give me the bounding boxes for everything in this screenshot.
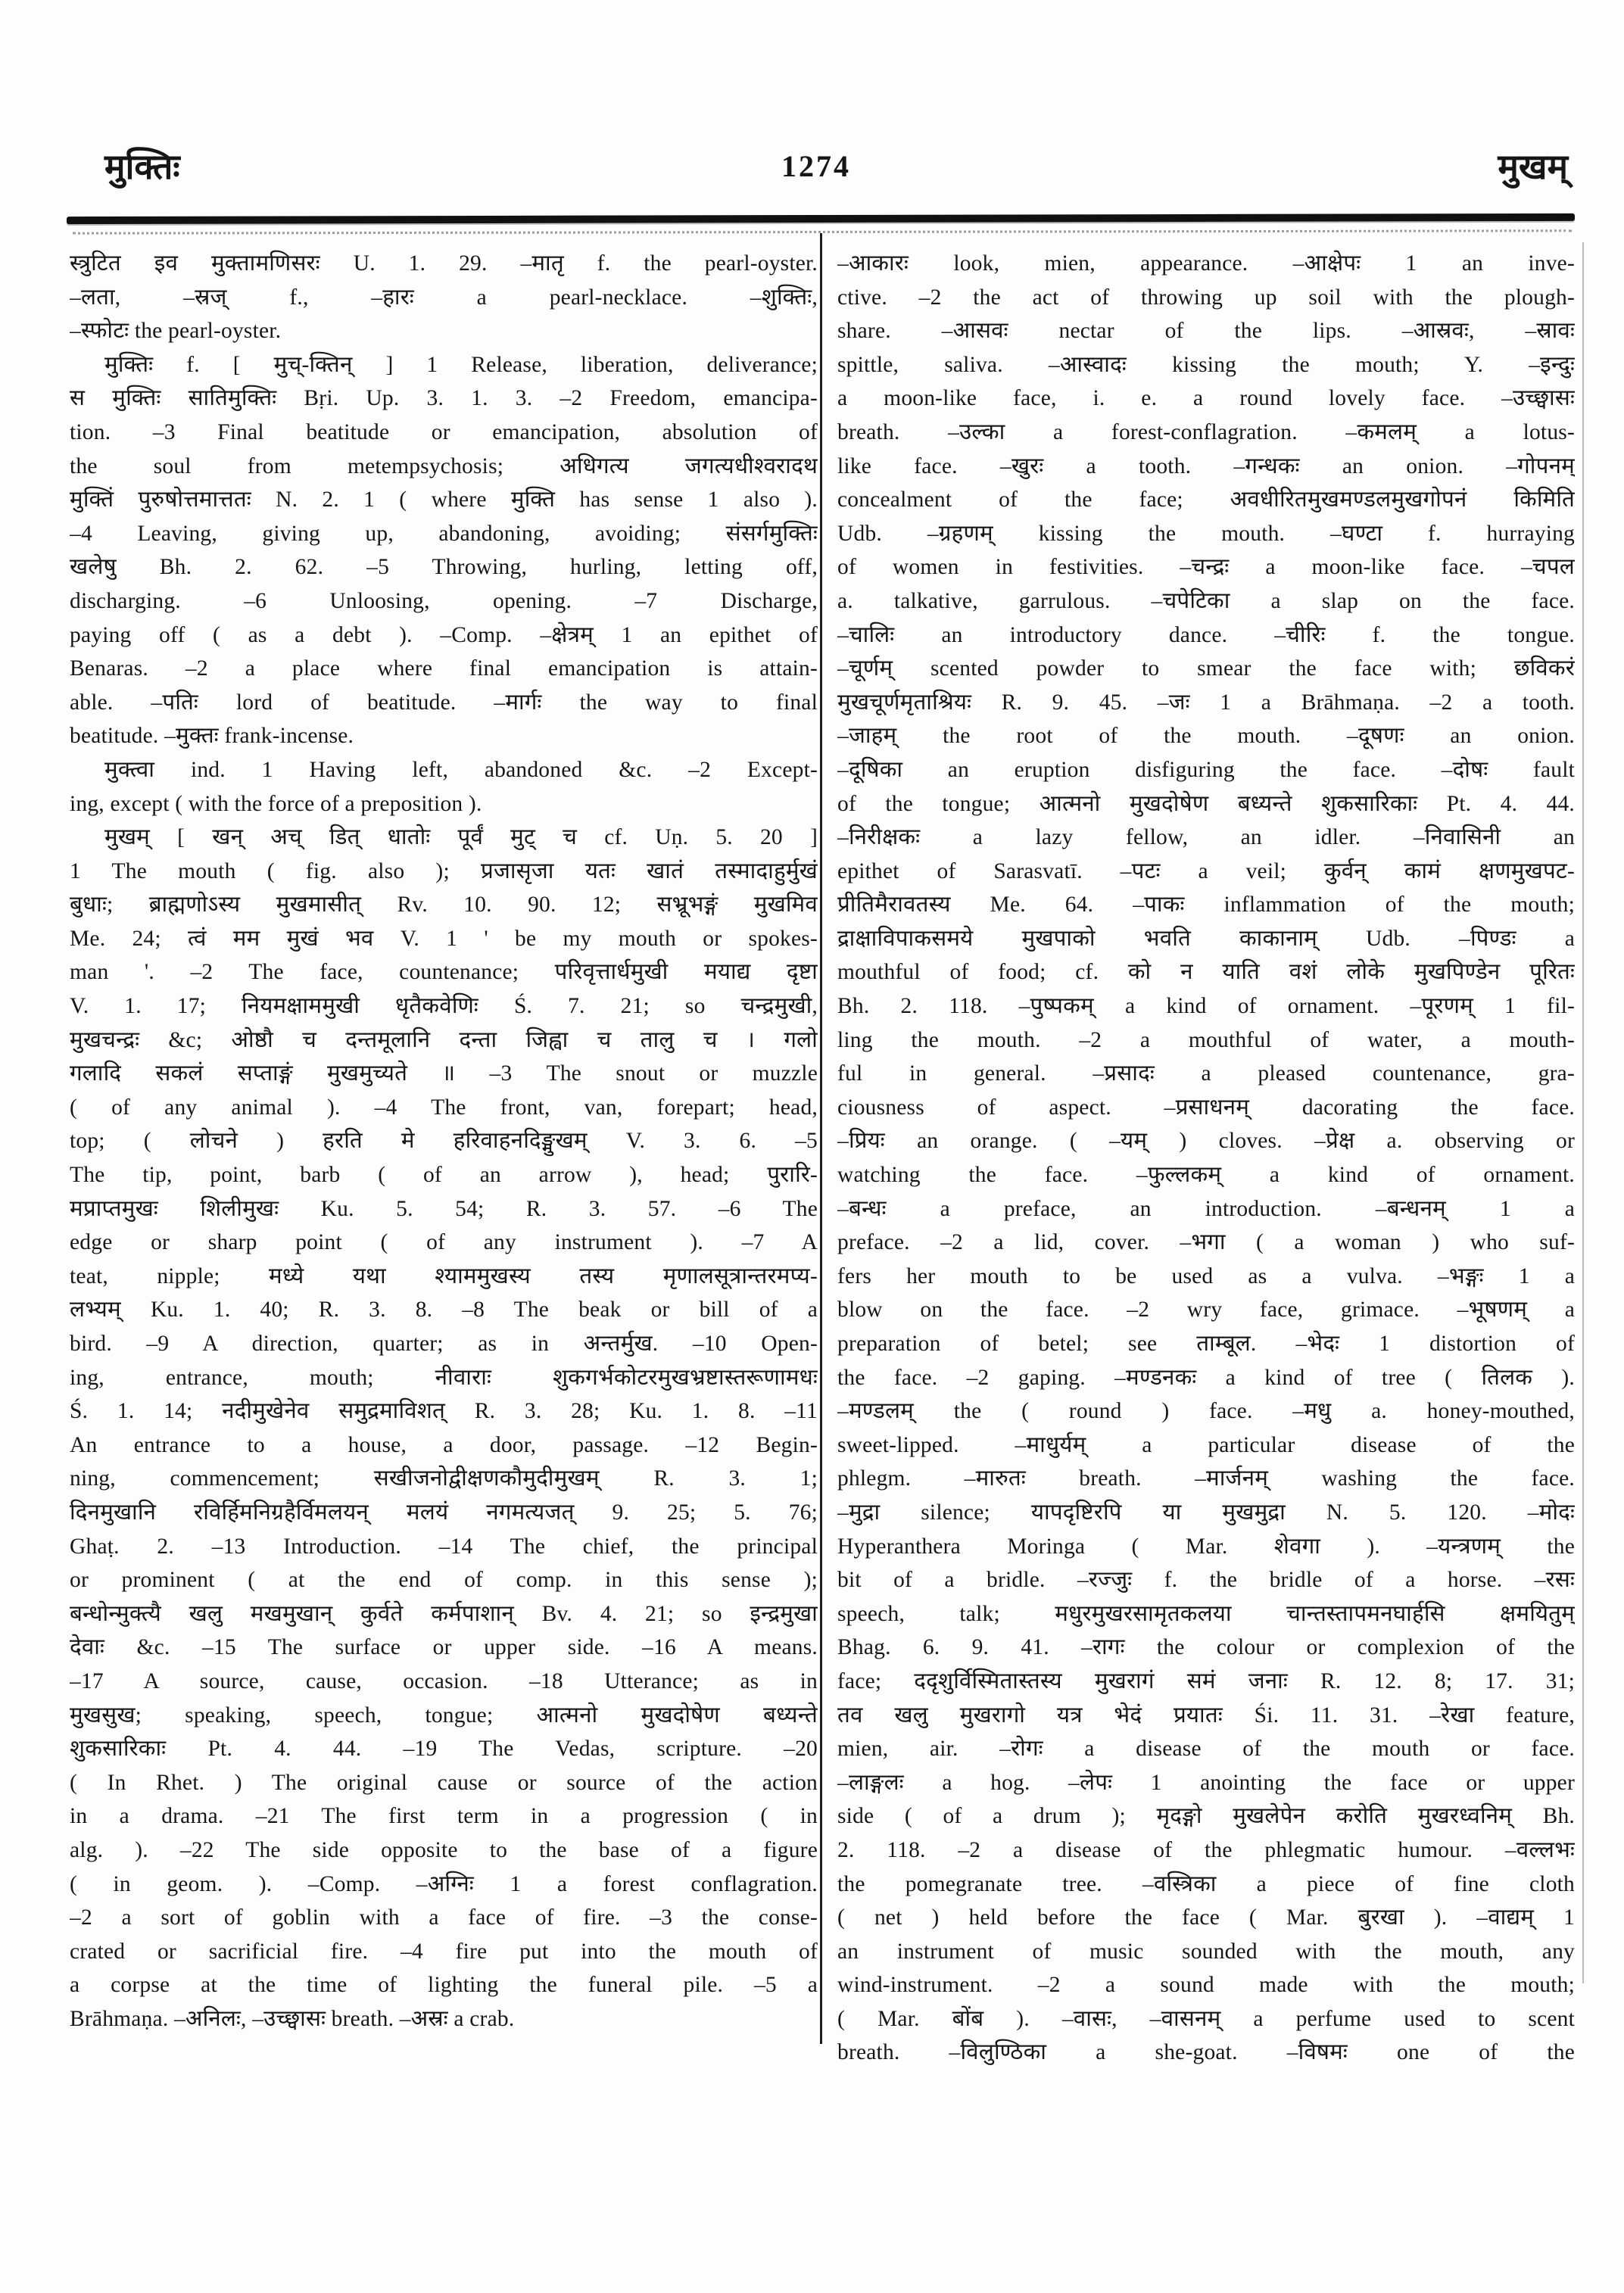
- text-line: बन्धोन्मुक्त्यै खलु मखमुखान् कुर्वते कर्मपाशान् Bv. 4. 21; so इन्द्रमुखा: [70, 1601, 818, 1626]
- text-line: मुखचन्द्रः &c; ओष्ठौ च दन्तमूलानि दन्ता जिह्वा च तालु च । गलो: [70, 1027, 818, 1052]
- text-line: मुक्तिः f. [ मुच्-क्तिन् ] 1 Release, liberation, deliverance;: [104, 352, 818, 377]
- text-line: Bhag. 6. 9. 41. –रागः the colour or complexion of the: [837, 1635, 1575, 1660]
- text-line: Brāhmaṇa. –अनिलः, –उच्छ्वासः breath. –अस्रः a crab.: [70, 2006, 515, 2031]
- text-line: wind-instrument. –2 a sound made with the mouth;: [837, 1973, 1575, 1998]
- text-line: ful in general. –प्रसादः a pleased countenance, gra-: [837, 1061, 1575, 1086]
- text-line: top; ( लोचने ) हरति मे हरिवाहनदिङ्मुखम् V. 3. 6. –5: [70, 1129, 818, 1154]
- text-line: mouthful of food; cf. को न याति वशं लोके मुखपिण्डेन पूरितः: [837, 960, 1575, 985]
- text-line: मुक्तिं पुरुषोत्तमात्ततः N. 2. 1 ( where मुक्ति has sense 1 also ).: [70, 488, 818, 512]
- text-line: प्रीतिमैरावतस्य Me. 64. –पाकः inflammation of the mouth;: [837, 893, 1575, 918]
- text-line: bit of a bridle. –रज्जुः f. the bridle of a horse. –रसः: [837, 1568, 1575, 1593]
- text-line: ( In Rhet. ) The original cause or source of the action: [70, 1770, 818, 1795]
- text-line: तव खलु मुखरागो यत्र भेदं प्रयातः Śi. 11. 31. –रेखा feature,: [837, 1703, 1575, 1728]
- text-line: ( in geom. ). –Comp. –अग्निः 1 a forest conflagration.: [70, 1871, 818, 1896]
- text-line: tion. –3 Final beatitude or emancipation, absolution of: [70, 419, 818, 444]
- text-line: बुधाः; ब्राह्मणोऽस्य मुखमासीत् Rv. 10. 90. 12; सभ्रूभङ्गं मुखमिव: [70, 893, 818, 918]
- text-line: share. –आसवः nectar of the lips. –आस्रवः, –स्रावः: [837, 319, 1575, 344]
- text-line: ciousness of aspect. –प्रसाधनम् dacorating the face.: [837, 1095, 1575, 1120]
- text-line: beatitude. –मुक्तः frank-incense.: [70, 724, 354, 749]
- text-line: alg. ). –22 The side opposite to the base of a figure: [70, 1837, 818, 1862]
- text-line: ing, except ( with the force of a preposition ).: [70, 791, 482, 816]
- text-line: –आकारः look, mien, appearance. –आक्षेपः 1 an inve-: [837, 251, 1575, 276]
- text-line: मुक्त्वा ind. 1 Having left, abandoned &c. –2 Except-: [104, 757, 818, 782]
- text-line: preface. –2 a lid, cover. –भगा ( a woman ) who suf-: [837, 1230, 1575, 1255]
- text-line: of the tongue; आत्मनो मुखदोषेण बध्यन्ते शुकसारिकाः Pt. 4. 44.: [837, 791, 1575, 816]
- text-line: ning, commencement; सखीजनोद्वीक्षणकौमुदीमुखम् R. 3. 1;: [70, 1466, 818, 1491]
- text-column-right: [837, 247, 1575, 2070]
- text-line: concealment of the face; अवधीरितमुखमण्डलमुखगोपनं किमिति: [837, 488, 1575, 512]
- text-line: ing, entrance, mouth; नीवाराः शुकगर्भकोटरमुखभ्रष्टास्तरूणामधः: [70, 1365, 818, 1390]
- text-line: –निरीक्षकः a lazy fellow, an idler. –निवासिनी an: [837, 825, 1575, 850]
- text-line: mien, air. –रोगः a disease of the mouth or face.: [837, 1737, 1575, 1762]
- text-line: –चालिः an introductory dance. –चीरिः f. the tongue.: [837, 622, 1575, 647]
- text-line: Ghaṭ. 2. –13 Introduction. –14 The chief, the principal: [70, 1534, 818, 1559]
- text-line: speech, talk; मधुरमुखरसामृतकलया चान्तस्तापमनघार्हसि क्षमयितुम्: [837, 1601, 1575, 1626]
- text-line: side ( of a drum ); मृदङ्गो मुखलेपेन करोति मुखरध्वनिम् Bh.: [837, 1804, 1575, 1829]
- text-line: गलादि सकलं सप्ताङ्गं मुखमुच्यते ॥ –3 The snout or muzzle: [70, 1061, 818, 1086]
- text-line: स्त्रुटित इव मुक्तामणिसरः U. 1. 29. –मातृ f. the pearl-oyster.: [70, 251, 818, 276]
- text-line: 1 The mouth ( fig. also ); प्रजासृजा यतः खातं तस्मादाहुर्मुखं: [70, 858, 818, 883]
- text-line: –जाहम् the root of the mouth. –दूषणः an onion.: [837, 724, 1575, 749]
- text-line: खलेषु Bh. 2. 62. –5 Throwing, hurling, letting off,: [70, 555, 818, 580]
- text-line: sweet-lipped. –माधुर्यम् a particular disease of the: [837, 1432, 1575, 1457]
- text-line: fers her mouth to be used as a vulva. –भङ्गः 1 a: [837, 1263, 1575, 1288]
- page-edge-rule: [1582, 242, 1584, 1983]
- text-line: देवाः &c. –15 The surface or upper side. –16 A means.: [70, 1635, 818, 1660]
- text-line: –मण्डलम् the ( round ) face. –मधु a. honey-mouthed,: [837, 1399, 1575, 1424]
- text-line: crated or sacrificial fire. –4 fire put into the mouth of: [70, 1939, 818, 1964]
- text-line: a moon-like face, i. e. a round lovely face. –उच्छ्वासः: [837, 386, 1575, 411]
- text-line: Benaras. –2 a place where final emancipation is attain-: [70, 656, 818, 681]
- text-line: –प्रियः an orange. ( –यम् ) cloves. –प्रेक्ष a. observing or: [837, 1129, 1575, 1154]
- text-line: The tip, point, barb ( of an arrow ), head; पुरारि-: [70, 1163, 818, 1188]
- page-number: 1274: [781, 149, 851, 183]
- text-line: –बन्धः a preface, an introduction. –बन्धनम् 1 a: [837, 1196, 1575, 1221]
- text-line: –लता, –स्रज् f., –हारः a pearl-necklace. –शुक्तिः,: [70, 285, 818, 310]
- text-line: in a drama. –21 The first term in a progression ( in: [70, 1804, 818, 1829]
- text-line: an instrument of music sounded with the mouth, any: [837, 1939, 1575, 1964]
- text-line: discharging. –6 Unloosing, opening. –7 Discharge,: [70, 588, 818, 613]
- text-line: phlegm. –मारुतः breath. –मार्जनम् washing the face.: [837, 1466, 1575, 1491]
- text-line: the face. –2 gaping. –मण्डनकः a kind of tree ( तिलक ).: [837, 1365, 1575, 1390]
- text-line: breath. –उल्का a forest-conflagration. –कमलम् a lotus-: [837, 419, 1575, 444]
- running-headword-left: मुक्तिः: [104, 148, 180, 186]
- text-line: Hyperanthera Moringa ( Mar. शेवगा ). –यन्त्रणम् the: [837, 1534, 1575, 1559]
- text-line: teat, nipple; मध्ये यथा श्याममुखस्य तस्य मृणालसूत्रान्तरमप्य-: [70, 1263, 818, 1288]
- text-line: द्राक्षाविपाकसमये मुखपाको भवति काकानाम् Udb. –पिण्डः a: [837, 926, 1575, 951]
- text-line: breath. –विलुण्ठिका a she-goat. –विषमः one of the: [837, 2040, 1575, 2065]
- text-line: Me. 24; त्वं मम मुखं भव V. 1 ' be my mouth or spokes-: [70, 926, 818, 951]
- text-line: the soul from metempsychosis; अधिगत्य जगत्यधीश्वरादथ: [70, 453, 818, 478]
- text-line: मुखचूर्णमृताश्रियः R. 9. 45. –जः 1 a Brāhmaṇa. –2 a tooth.: [837, 690, 1575, 715]
- text-line: ( of any animal ). –4 The front, van, forepart; head,: [70, 1095, 818, 1120]
- text-line: a. talkative, garrulous. –चपेटिका a slap on the face.: [837, 588, 1575, 613]
- text-line: Udb. –ग्रहणम् kissing the mouth. –घण्टा f. hurraying: [837, 521, 1575, 546]
- text-line: मुखम् [ खन् अच् डित् धातोः पूर्वं मुट् च cf. Uṇ. 5. 20 ]: [104, 825, 818, 850]
- text-line: man '. –2 The face, countenance; परिवृत्तार्धमुखी मयाद्य दृष्टा: [70, 960, 818, 985]
- text-line: ling the mouth. –2 a mouthful of water, a mouth-: [837, 1027, 1575, 1052]
- text-line: दिनमुखानि रविर्हिमनिग्रहैर्विमलयन् मलयं नगमत्यजत् 9. 25; 5. 76;: [70, 1500, 818, 1525]
- text-line: –लाङ्गलः a hog. –लेपः 1 anointing the face or upper: [837, 1770, 1575, 1795]
- text-line: watching the face. –फुल्लकम् a kind of ornament.: [837, 1163, 1575, 1188]
- text-line: Bh. 2. 118. –पुष्पकम् a kind of ornament. –पूरणम् 1 fil-: [837, 994, 1575, 1019]
- text-line: paying off ( as a debt ). –Comp. –क्षेत्रम् 1 an epithet of: [70, 622, 818, 647]
- text-line: the pomegranate tree. –वस्त्रिका a piece of fine cloth: [837, 1871, 1575, 1896]
- text-line: blow on the face. –2 wry face, grimace. –भूषणम् a: [837, 1298, 1575, 1323]
- text-line: स मुक्तिः सातिमुक्तिः Bṛi. Up. 3. 1. 3. –2 Freedom, emancipa-: [70, 386, 818, 411]
- text-line: spittle, saliva. –आस्वादः kissing the mouth; Y. –इन्दुः: [837, 352, 1575, 377]
- text-line: –चूर्णम् scented powder to smear the face with; छविकरं: [837, 656, 1575, 681]
- text-line: able. –पतिः lord of beatitude. –मार्गः the way to final: [70, 690, 818, 715]
- text-line: ctive. –2 the act of throwing up soil with the plough-: [837, 285, 1575, 310]
- text-line: –17 A source, cause, occasion. –18 Utterance; as in: [70, 1668, 818, 1693]
- text-line: –4 Leaving, giving up, abandoning, avoiding; संसर्गमुक्तिः: [70, 521, 818, 546]
- header-rule: [67, 213, 1575, 224]
- header-rule-scan-noise: [73, 229, 1572, 234]
- text-line: मप्राप्तमुखः शिलीमुखः Ku. 5. 54; R. 3. 57. –6 The: [70, 1196, 818, 1221]
- text-line: epithet of Sarasvatī. –पटः a veil; कुर्वन् कामं क्षणमुखपट-: [837, 858, 1575, 883]
- text-line: like face. –खुरः a tooth. –गन्धकः an onion. –गोपनम्: [837, 453, 1575, 478]
- text-line: मुखसुख; speaking, speech, tongue; आत्मनो मुखदोषेण बध्यन्ते: [70, 1703, 818, 1728]
- text-line: लभ्यम् Ku. 1. 40; R. 3. 8. –8 The beak or bill of a: [70, 1298, 818, 1323]
- text-line: preparation of betel; see ताम्बूल. –भेदः 1 distortion of: [837, 1332, 1575, 1356]
- text-line: face; ददृशुर्विस्मितास्तस्य मुखरागं समं जनाः R. 12. 8; 17. 31;: [837, 1668, 1575, 1693]
- column-divider-rule: [820, 233, 822, 2044]
- text-line: An entrance to a house, a door, passage. –12 Begin-: [70, 1432, 818, 1457]
- running-headword-right: मुखम्: [1498, 148, 1568, 186]
- text-line: edge or sharp point ( of any instrument ). –7 A: [70, 1230, 818, 1255]
- text-line: of women in festivities. –चन्द्रः a moon-like face. –चपल: [837, 555, 1575, 580]
- text-line: –2 a sort of goblin with a face of fire. –3 the conse-: [70, 1905, 818, 1930]
- text-line: –दूषिका an eruption disfiguring the face. –दोषः fault: [837, 757, 1575, 782]
- text-line: 2. 118. –2 a disease of the phlegmatic humour. –वल्लभः: [837, 1837, 1575, 1862]
- text-line: V. 1. 17; नियमक्षाममुखी धृतैकवेणिः Ś. 7. 21; so चन्द्रमुखी,: [70, 994, 818, 1019]
- text-column-left: [70, 247, 818, 2036]
- text-line: bird. –9 A direction, quarter; as in अन्तर्मुख. –10 Open-: [70, 1332, 818, 1356]
- text-line: Ś. 1. 14; नदीमुखेनेव समुद्रमाविशत् R. 3. 28; Ku. 1. 8. –11: [70, 1399, 818, 1424]
- text-line: –मुद्रा silence; यापदृष्टिरपि या मुखमुद्रा N. 5. 120. –मोदः: [837, 1500, 1575, 1525]
- text-line: शुकसारिकाः Pt. 4. 44. –19 The Vedas, scripture. –20: [70, 1737, 818, 1762]
- text-line: or prominent ( at the end of comp. in this sense );: [70, 1568, 818, 1593]
- text-line: a corpse at the time of lighting the funeral pile. –5 a: [70, 1973, 818, 1998]
- text-line: –स्फोटः the pearl-oyster.: [70, 319, 282, 344]
- text-line: ( Mar. बोंब ). –वासः, –वासनम् a perfume used to scent: [837, 2006, 1575, 2031]
- text-line: ( net ) held before the face ( Mar. बुरखा ). –वाद्यम् 1: [837, 1905, 1575, 1930]
